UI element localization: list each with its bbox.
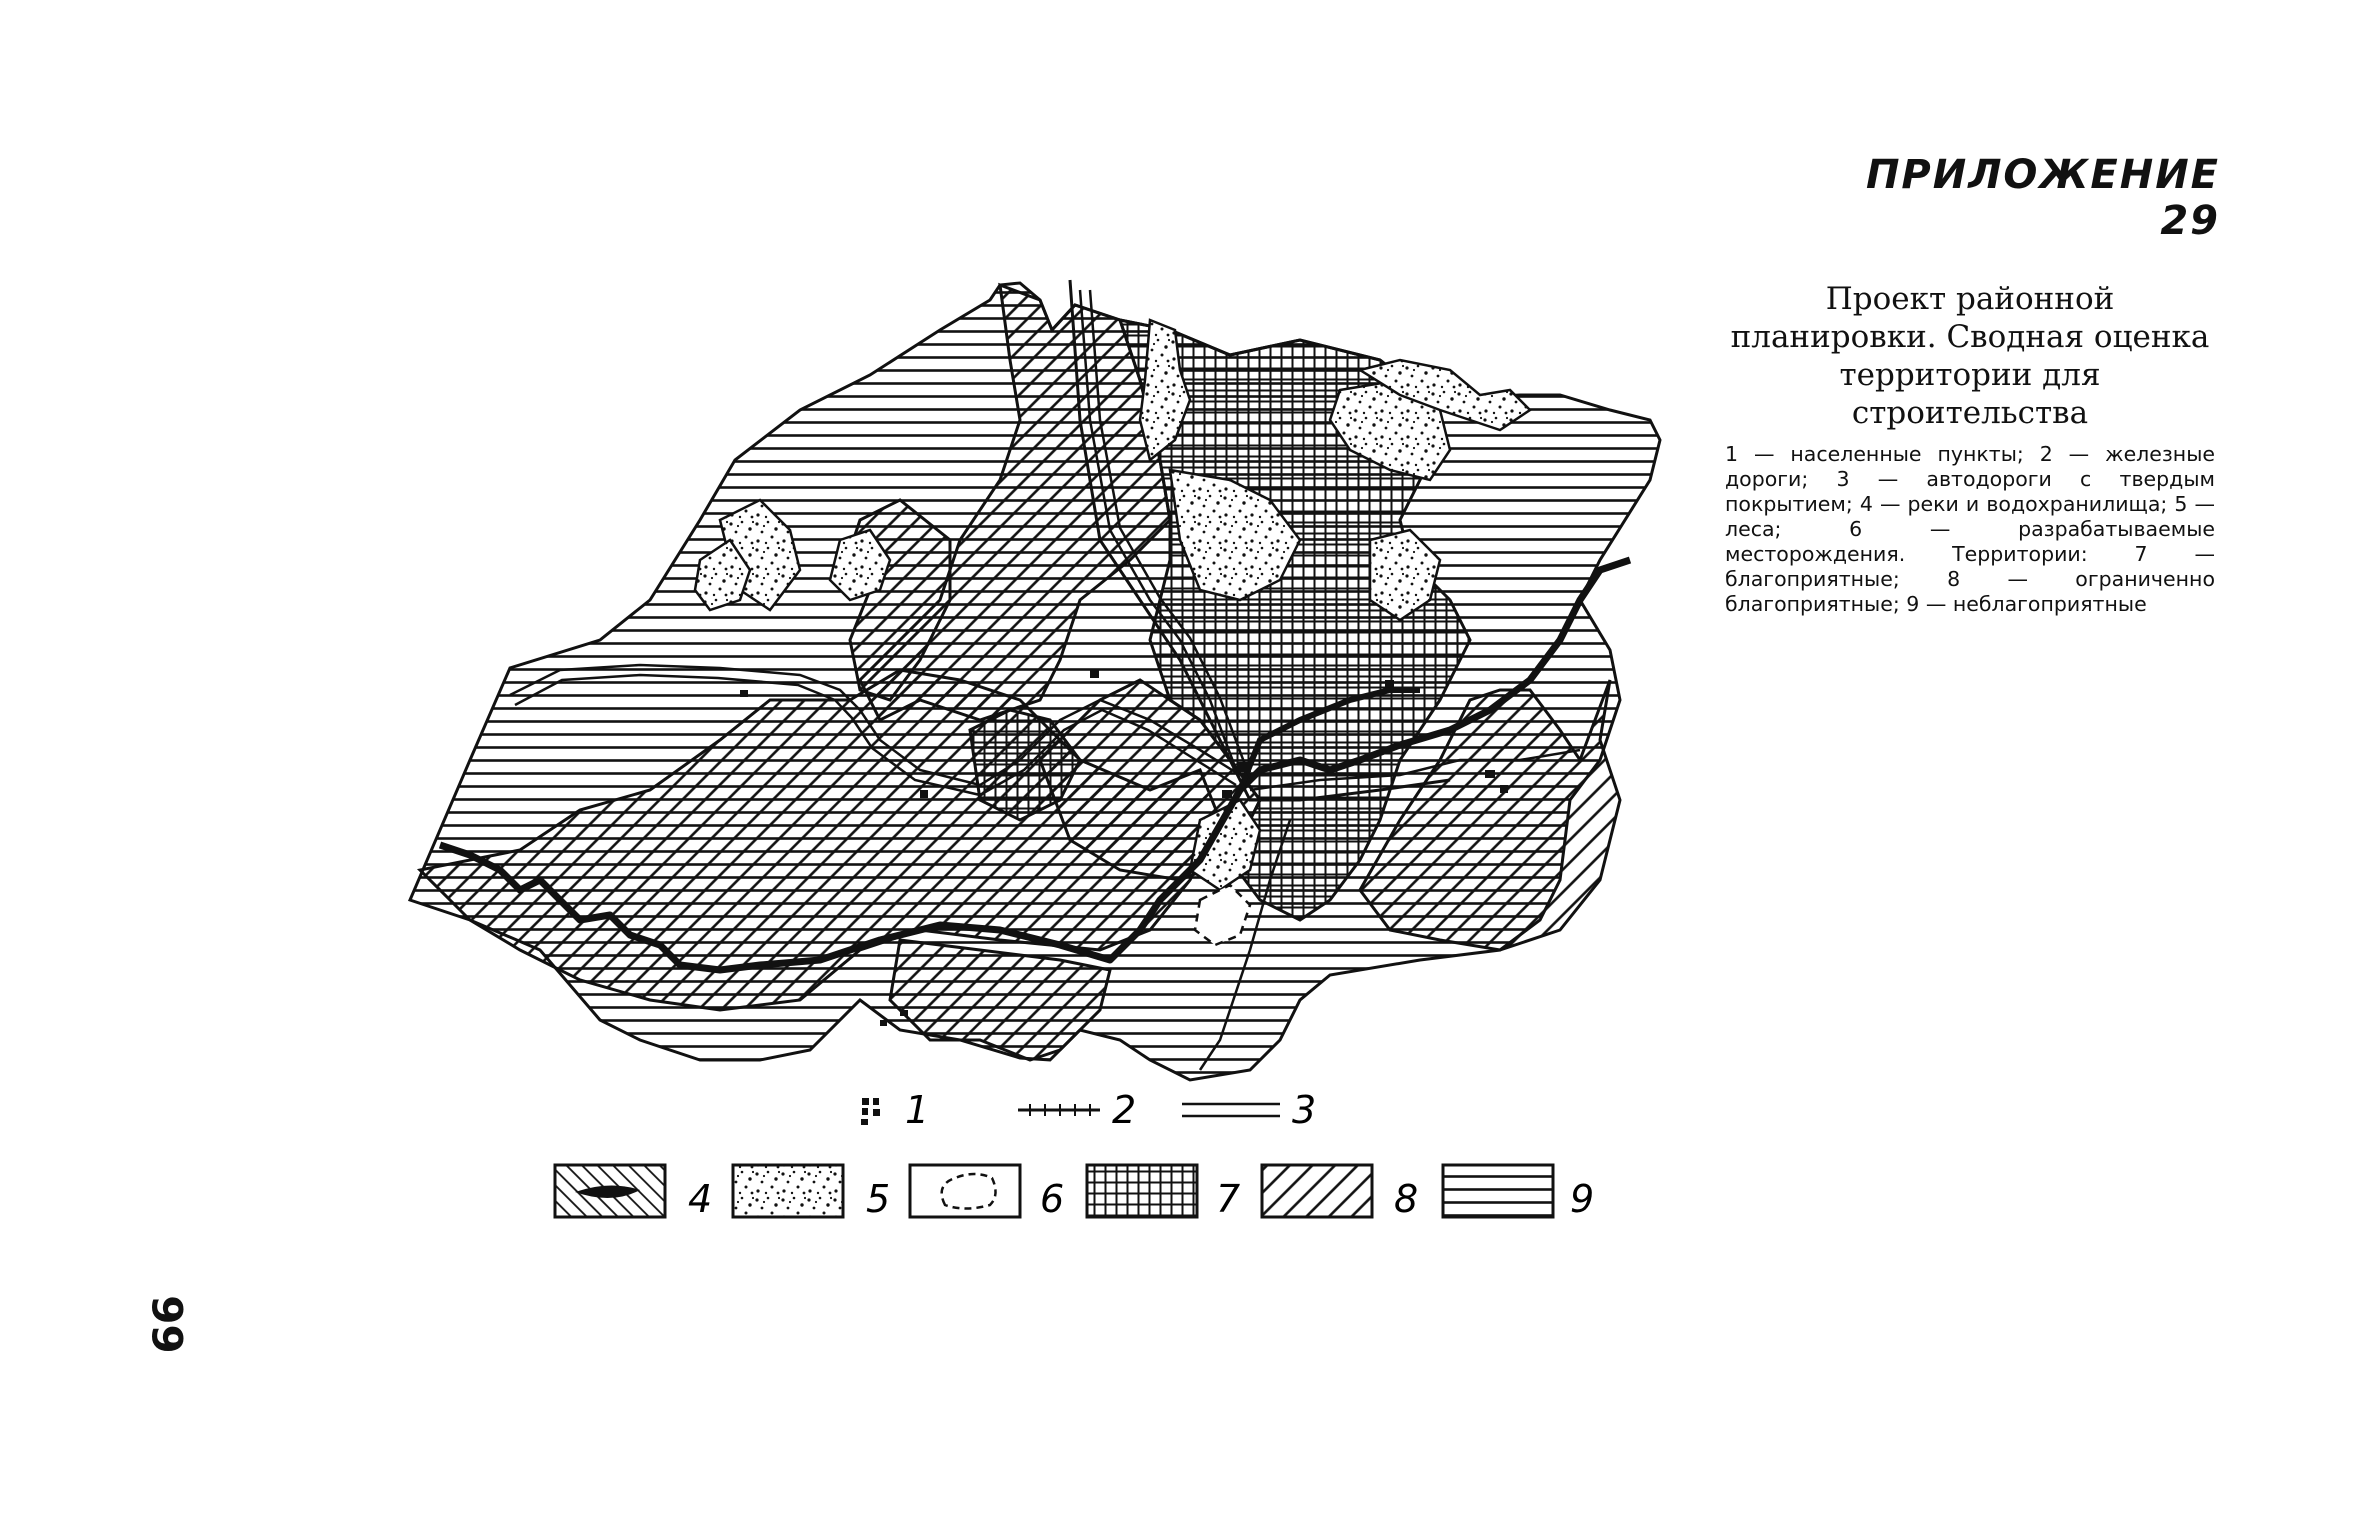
legend-row-lines — [861, 1088, 1316, 1132]
legend-number-7: 7 — [1216, 1177, 1241, 1221]
caption-legend-text: 1 — населенные пункты; 2 — железные дороги; 3 — автодороги с твердым покрытием; 4 — реки и водохранилища; 5 — леса; 6 — разрабатываемые месторождения. Территории: 7 — благоприятные; 8 — ограниченно благоприятные; 9 — неблагоприятные — [1725, 442, 2215, 616]
legend-paved-road-symbol — [1182, 1104, 1280, 1116]
appendix-label: ПРИЛОЖЕНИЕ 29 — [1865, 152, 2220, 244]
legend-limited-swatch — [1262, 1165, 1372, 1217]
caption-title: Проект районной планировки. Сводная оценка территории для строительства — [1730, 281, 2210, 431]
legend-number-6: 6 — [1040, 1177, 1065, 1221]
legend-number-4: 4 — [688, 1177, 713, 1221]
legend-number-1: 1 — [905, 1088, 930, 1132]
legend-number-9: 9 — [1570, 1177, 1595, 1221]
legend-number-3: 3 — [1292, 1088, 1317, 1132]
legend-settlement-symbol — [861, 1098, 880, 1125]
legend-favorable-swatch — [1087, 1165, 1197, 1217]
legend-number-8: 8 — [1394, 1177, 1419, 1221]
page-number: 99 — [142, 1295, 192, 1354]
legend-number-5: 5 — [866, 1177, 891, 1221]
legend-unfavorable-swatch — [1443, 1165, 1553, 1217]
legend-row-swatches — [555, 1165, 1594, 1221]
legend-forest-swatch — [733, 1165, 843, 1217]
legend-number-2: 2 — [1112, 1088, 1137, 1132]
